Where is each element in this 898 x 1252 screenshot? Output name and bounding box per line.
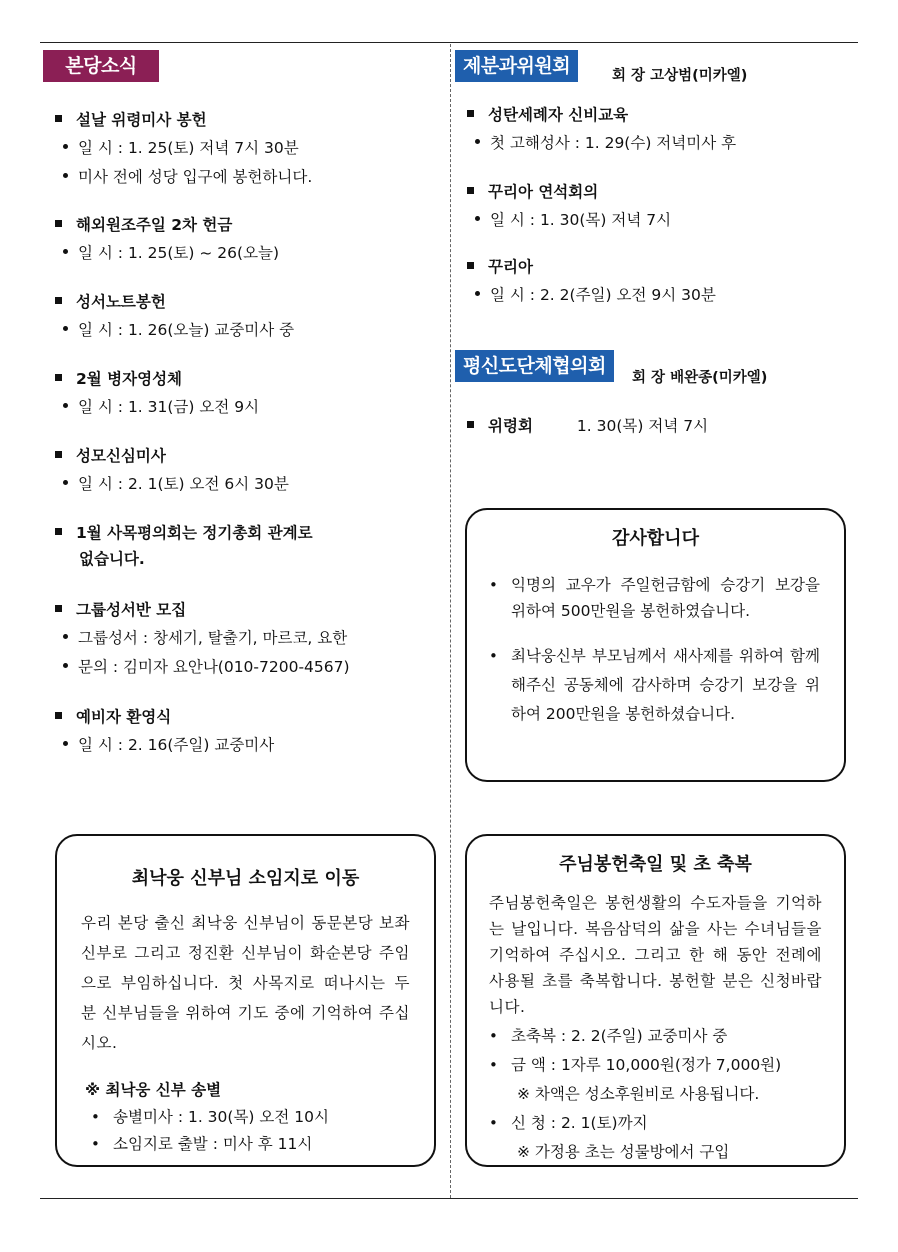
bullet-dot-icon [63, 144, 68, 149]
bullet-dot-icon [63, 480, 68, 485]
priest-transfer-box: 최낙웅 신부님 소임지로 이동 우리 본당 출신 최낙웅 신부님이 동문본당 보좌신부로 그리고 정진환 신부님이 화순본당 주임으로 부임하십니다. 첫 사목지로 떠나시는 두 분 신부님들을 위하여 기도 중에 기억하여 주십시오. ※ 최낙웅 신부 송별 • 송별미사 : 1. 30(목) 오전 10시 • 소임지로 출발 : 미사 후 11시 [55, 834, 436, 1167]
bullet-dot-icon: • [489, 1027, 498, 1045]
priest-transfer-title: 최낙웅 신부님 소임지로 이동 [131, 868, 360, 889]
bullet-dot-icon [475, 139, 480, 144]
notice-new-year-mass: 설날 위령미사 봉헌 일 시 : 1. 25(토) 저녁 7시 30분 미사 전에 성당 입구에 봉헌하니다. [55, 108, 312, 194]
candle-blessing-paragraph: 주님봉헌축일은 봉헌생활의 수도자들을 기억하는 날입니다. 복음삼덕의 삶을 사는 수녀님들을 기억하여 주십시오. 그리고 한 해 동안 전례에 사용될 초를 축복합니다. 봉헌할 분은 신청바랍니다. [489, 894, 822, 1016]
notice-marian-mass: 성모신심미사 일 시 : 2. 1(토) 오전 6시 30분 [55, 444, 289, 501]
bullet-dot-icon [63, 403, 68, 408]
thanks-box: 감사합니다 • 익명의 교우가 주일헌금함에 승강기 보강을 위하여 500만원을 봉헌하였습니다. • 최낙웅신부 부모님께서 새사제를 위하여 함께 해주신 공동체에 감사하며 승강기 보강을 위하여 200만원을 봉헌하셨습니다. [465, 508, 846, 782]
notice-overseas-aid: 해외원조주일 2차 헌금 일 시 : 1. 25(토) ~ 26(오늘) [55, 213, 279, 270]
bullet-dot-icon: • [489, 1114, 498, 1132]
farewell-heading: ※ 최낙웅 신부 송별 [85, 1081, 222, 1099]
parish-news-tag: 본당소식 [43, 50, 159, 82]
bullet-dot-icon: • [489, 576, 498, 594]
candle-blessing-title: 주님봉헌축일 및 초 축복 [559, 854, 752, 875]
bullet-dot-icon [475, 291, 480, 296]
bullet-dot-icon [63, 663, 68, 668]
candle-blessing-box: 주님봉헌축일 및 초 축복 주님봉헌축일은 봉헌생활의 수도자들을 기억하는 날입니다. 복음삼덕의 삶을 사는 수녀님들을 기억하여 주십시오. 그리고 한 해 동안 전례에 사용될 초를 축복합니다. 봉헌할 분은 신청바랍니다. • 초축복 : 2. 2(주일) 교중미사 중 • 금 액 : 1자루 10,000원(정가 7,000원) ※ 차액은 성소후원비로 사용됩니다. • 신 청 : 2. 1(토)까지 ※ 가정용 초는 성물방에서 구입 [465, 834, 846, 1167]
bullet-square-icon [55, 374, 62, 381]
notice-bible-group: 그룹성서반 모집 그룹성서 : 창세기, 탈출기, 마르코, 요한 문의 : 김미자 요안나(010-7200-4567) [55, 598, 350, 684]
priest-transfer-paragraph: 우리 본당 출신 최낙웅 신부님이 동문본당 보좌신부로 그리고 정진환 신부님이 화순본당 주임으로 부임하십니다. 첫 사목지로 떠나시는 두 분 신부님들을 위하여 기도 중에 기억하여 주십시오. [81, 914, 410, 1052]
lay-council-president: 회 장 배완종(미카엘) [632, 370, 768, 386]
bullet-square-icon [55, 297, 62, 304]
bullet-square-icon [467, 187, 474, 194]
bullet-square-icon [467, 421, 474, 428]
notice-bible-note: 성서노트봉헌 일 시 : 1. 26(오늘) 교중미사 중 [55, 290, 294, 347]
bullet-square-icon [55, 605, 62, 612]
bullet-square-icon [467, 110, 474, 117]
bullet-square-icon [467, 262, 474, 269]
committee-president: 회 장 고상범(미카엘) [612, 68, 748, 84]
bullet-dot-icon: • [91, 1135, 100, 1153]
notice-catechumen-welcome: 예비자 환영식 일 시 : 2. 16(주일) 교중미사 [55, 705, 274, 762]
bullet-square-icon [55, 451, 62, 458]
bullet-dot-icon [63, 634, 68, 639]
committee-tag: 제분과위원회 [455, 50, 578, 82]
notice-baptism-education: 성탄세례자 신비교육 첫 고해성사 : 1. 29(수) 저녁미사 후 [467, 103, 736, 160]
notice-curia-joint-meeting: 꾸리아 연석회의 일 시 : 1. 30(목) 저녁 7시 [467, 180, 671, 237]
notice-council-cancelled: 1월 사목평의회는 정기총회 관계로 없습니다. [55, 521, 313, 569]
bullet-square-icon [55, 528, 62, 535]
bullet-dot-icon: • [489, 1056, 498, 1074]
bullet-dot-icon [63, 326, 68, 331]
notice-sick-communion: 2월 병자영성체 일 시 : 1. 31(금) 오전 9시 [55, 367, 259, 424]
thanks-title: 감사합니다 [612, 528, 699, 549]
notice-memorial-society: 위령회 1. 30(목) 저녁 7시 [467, 414, 708, 442]
bullet-dot-icon [475, 216, 480, 221]
lay-council-tag: 평신도단체협의회 [455, 350, 614, 382]
notice-curia: 꾸리아 일 시 : 2. 2(주일) 오전 9시 30분 [467, 255, 716, 312]
top-rule [40, 42, 858, 43]
bullet-dot-icon [63, 173, 68, 178]
bullet-dot-icon: • [489, 647, 498, 665]
bullet-square-icon [55, 115, 62, 122]
bullet-dot-icon [63, 741, 68, 746]
bullet-square-icon [55, 712, 62, 719]
bullet-dot-icon: • [91, 1108, 100, 1126]
column-divider [450, 44, 451, 1198]
bottom-rule [40, 1198, 858, 1199]
bullet-square-icon [55, 220, 62, 227]
bullet-dot-icon [63, 249, 68, 254]
